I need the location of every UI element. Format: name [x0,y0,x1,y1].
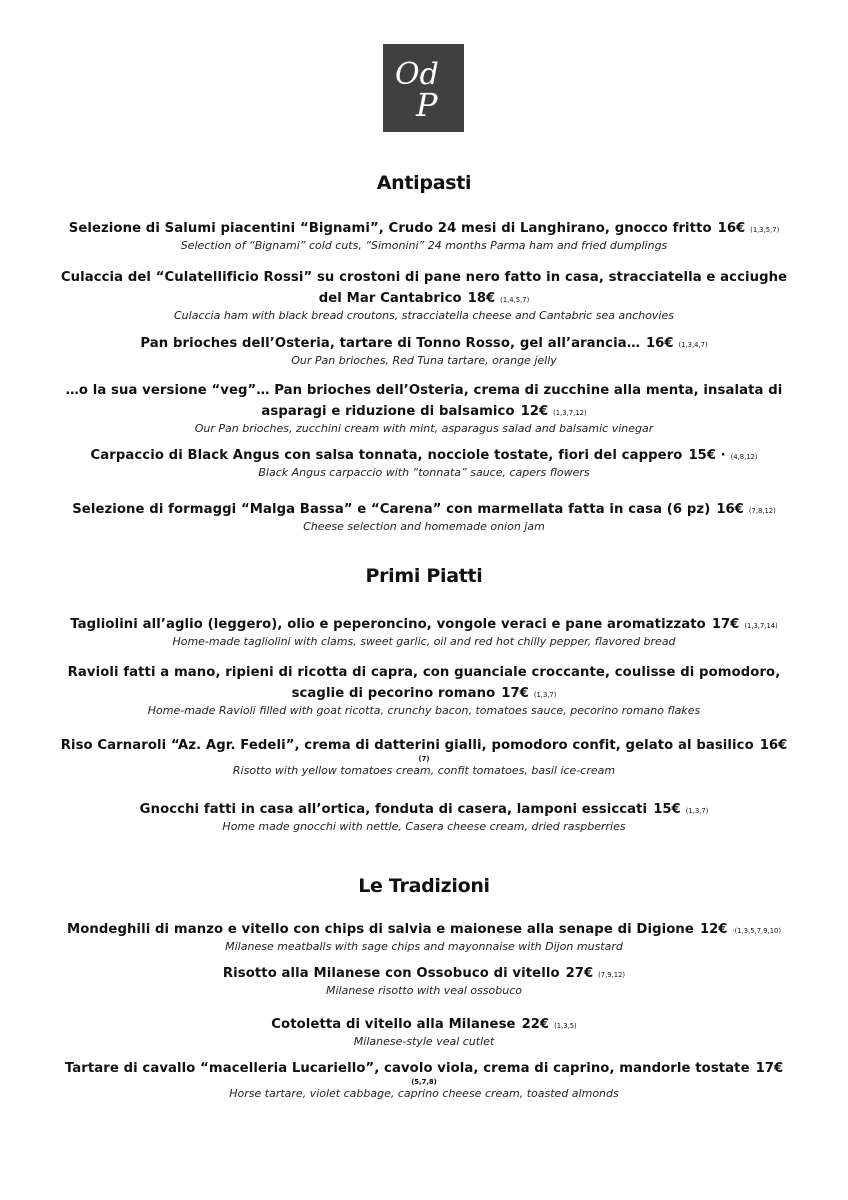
dish-translation: Milanese risotto with veal ossobuco [325,984,523,997]
dish-name: Culaccia del “Culatellificio Rossi” su crostoni di pane nero fatto in casa, stracciatella e acciughe del Mar Cantabrico [60,270,788,306]
dish-allergens: (7,9,12) [598,971,626,979]
dish-name: Gnocchi fatti in casa all’ortica, fonduta di casera, lamponi essiccati [139,802,648,817]
dish-price: 18€ [467,291,496,306]
menu-item [40,734,808,778]
dish-allergens: (1,3,7) [533,691,557,699]
dish-name: Mondeghili di manzo e vitello con chips di salvia e maionese alla senape di Digione [66,922,694,937]
dish-name: Selezione di formaggi “Malga Bassa” e “Carena” con marmellata fatta in casa (6 pz) [72,502,711,517]
dish-name: Risotto alla Milanese con Ossobuco di vitello [222,966,560,981]
dish-price: 16€ [716,502,744,517]
menu-item [40,498,808,534]
dish-name: Riso Carnaroli “Az. Agr. Fedeli”, crema di datterini gialli, pomodoro confit, gelato al basilico [60,738,754,753]
menu-item [40,613,808,649]
dish-translation: Risotto with yellow tomatoes cream, confit tomatoes, basil ice-cream [232,764,616,777]
menu-item [56,379,792,436]
dish-translation: Our Pan brioches, Red Tuna tartare, orange jelly [291,354,557,367]
section-title-primi-piatti: Primi Piatti [365,565,483,587]
dish-name: Selezione di Salumi piacentini “Bignami”, Crudo 24 mesi di Langhirano, gnocco fritto [68,221,712,236]
dish-name: Ravioli fatti a mano, ripieni di ricotta di capra, con guanciale croccante, coulisse di pomodoro, scaglie di pecorino romano [67,665,781,701]
dish-allergens: (4,8,12) [730,453,758,461]
menu-item [56,661,792,718]
dish-allergens: (1,3,7,12) [553,409,587,417]
dish-price: 16€ [759,738,788,753]
dish-allergens: (1,3,7,14) [744,622,778,630]
menu-item [40,444,808,480]
dish-translation: Home-made tagliolini with clams, sweet garlic, oil and red hot chilly pepper, flavored bread [172,635,676,648]
dish-price: 17€ [755,1061,784,1076]
dish-allergens: (5,7,8) [411,1078,437,1086]
dish-price: 27€ [565,966,594,981]
dish-name: Carpaccio di Black Angus con salsa tonnata, nocciole tostate, fiori del cappero [90,448,683,463]
dish-translation: Milanese meatballs with sage chips and mayonnaise with Dijon mustard [225,940,623,953]
menu-item [56,266,792,323]
menu-item [40,962,808,998]
dish-allergens: (1,3,7) [685,807,709,815]
dish-price: 17€ [501,686,529,701]
menu-item [40,332,808,368]
dish-translation: Home-made Ravioli filled with goat ricotta, crunchy bacon, tomatoes sauce, pecorino romano flakes [147,704,701,717]
dish-allergens: (1,3,4,7) [678,341,708,349]
menu-item [40,1057,808,1101]
restaurant-logo [383,44,464,132]
dish-translation: Horse tartare, violet cabbage, caprino cheese cream, toasted almonds [229,1087,619,1100]
dish-translation: Cheese selection and homemade onion jam [303,520,545,533]
dish-name: Pan brioches dell’Osteria, tartare di Tonno Rosso, gel all’arancia… [140,336,640,351]
dish-price: 17€ [711,617,740,632]
dish-allergens: ·(1,3,5,7,9,10) [732,927,782,935]
dish-price: 16€ [646,336,674,351]
dish-allergens: (1,3,5,7) [750,226,780,234]
menu-item [40,798,808,834]
dish-allergens: (7,8,12) [748,507,776,515]
logo-monogram [383,44,464,132]
dish-translation: Black Angus carpaccio with “tonnata” sauce, capers flowers [258,466,590,479]
dish-price: 15€ · [688,448,726,463]
dish-translation: Selection of “Bignami” cold cuts, “Simonini” 24 months Parma ham and fried dumplings [180,239,668,252]
logo-line-1: Od [395,57,439,92]
dish-price: 16€ [717,221,746,236]
logo-line-2: P [416,86,438,124]
dish-name: Tagliolini all’aglio (leggero), olio e peperoncino, vongole veraci e pane aromatizzato [70,617,706,632]
menu-item [40,217,808,253]
dish-name: Cotoletta di vitello alla Milanese [271,1017,516,1032]
dish-price: 22€ [521,1017,550,1032]
dish-allergens: (1,3,5) [554,1022,577,1030]
dish-translation: Home made gnocchi with nettle, Casera cheese cream, dried raspberries [222,820,626,833]
dish-translation: Our Pan brioches, zucchini cream with mint, asparagus salad and balsamic vinegar [194,422,654,435]
dish-name: Tartare di cavallo “macelleria Lucariello”, cavolo viola, crema di caprino, mandorle tostate [64,1061,750,1076]
dish-name: …o la sua versione “veg”… Pan brioches dell’Osteria, crema di zucchine alla menta, insalata di asparagi e riduzione di balsamico [65,383,783,419]
dish-allergens: (7) [418,755,430,763]
dish-price: 12€ [520,404,549,419]
dish-price: 15€ [653,802,681,817]
menu-item [40,1013,808,1049]
dish-allergens: (1,4,5,7) [500,296,530,304]
menu-item [40,918,808,954]
dish-translation: Culaccia ham with black bread croutons, stracciatella cheese and Cantabric sea anchovies [174,309,674,322]
section-title-antipasti: Antipasti [376,172,472,194]
dish-translation: Milanese-style veal cutlet [353,1035,495,1048]
dish-price: 12€ [699,922,728,937]
section-title-le-tradizioni: Le Tradizioni [358,875,490,897]
